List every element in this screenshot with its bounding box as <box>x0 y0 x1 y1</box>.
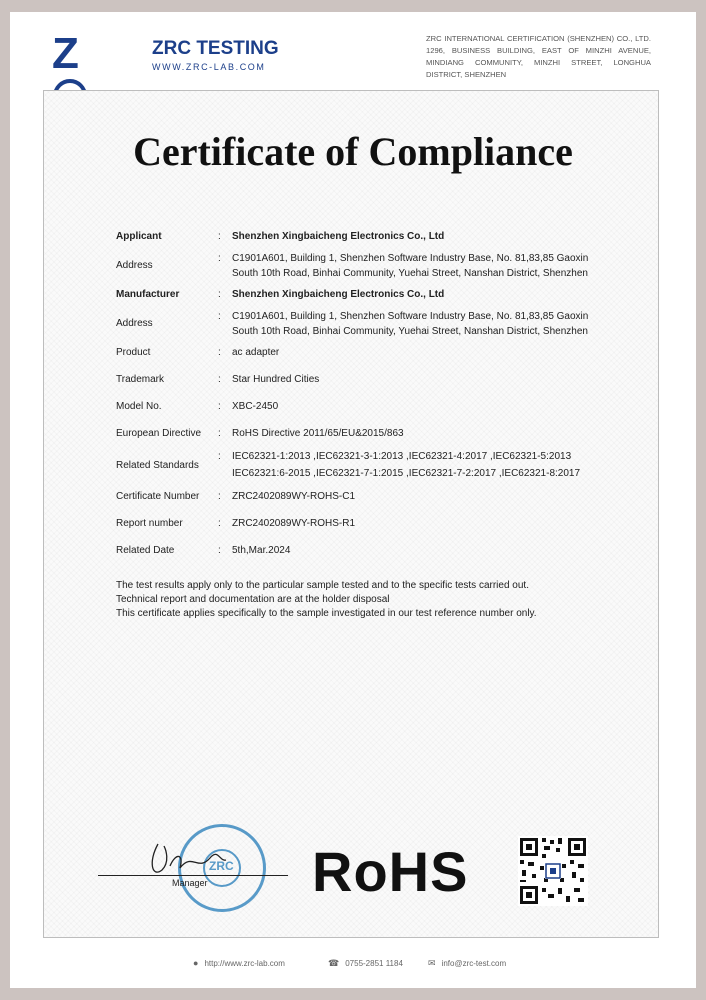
colon: : <box>218 545 221 556</box>
trademark-label: Trademark <box>116 374 164 385</box>
manufacturer-address-line2: South 10th Road, Binhai Community, Yuehai Street, Nanshan District, Shenzhen <box>232 326 588 337</box>
footer-web <box>193 958 285 968</box>
signature-line <box>98 875 288 876</box>
colon: : <box>218 491 221 502</box>
footer-phone-text: 0755-2851 1184 <box>345 959 403 968</box>
brand-website: WWW.ZRC-LAB.COM <box>152 62 266 72</box>
footer-email <box>428 958 506 969</box>
globe-icon: ● <box>193 958 199 968</box>
brand-name: ZRC TESTING <box>152 38 279 59</box>
note-line: Technical report and documentation are at the holder disposal <box>116 594 390 605</box>
company-address: ZRC INTERNATIONAL CERTIFICATION (SHENZHEN) CO., LTD. 1296, BUSINESS BUILDING, EAST OF MINZHI AVENUE, MINDIANG COMMUNITY, MINZHI STREET, LONGHUA DISTRICT, SHENZHEN <box>426 34 651 79</box>
applicant-value: Shenzhen Xingbaicheng Electronics Co., Ltd <box>232 231 445 242</box>
colon: : <box>218 401 221 412</box>
note-line: The test results apply only to the particular sample tested and to the specific tests carried out. <box>116 580 529 591</box>
product-label: Product <box>116 347 151 358</box>
trademark-value: Star Hundred Cities <box>232 374 320 385</box>
manufacturer-value: Shenzhen Xingbaicheng Electronics Co., Ltd <box>232 289 445 300</box>
mail-icon: ✉ <box>428 958 436 968</box>
model-label: Model No. <box>116 401 162 412</box>
footer-email-text: info@zrc-test.com <box>441 959 507 968</box>
colon: : <box>218 289 221 300</box>
colon: : <box>218 253 221 264</box>
related-date-value: 5th,Mar.2024 <box>232 545 291 556</box>
zrc-logo-mark: Z <box>52 32 88 164</box>
colon: : <box>218 311 221 322</box>
rohs-mark: RoHS <box>312 840 469 903</box>
colon: : <box>218 374 221 385</box>
directive-label: European Directive <box>116 428 202 439</box>
applicant-address-line2: South 10th Road, Binhai Community, Yuehai Street, Nanshan District, Shenzhen <box>232 268 588 279</box>
note-line: This certificate applies specifically to the sample investigated in our test reference number only. <box>116 608 537 619</box>
colon: : <box>218 347 221 358</box>
standards-line1: IEC62321-1:2013 ,IEC62321-3-1:2013 ,IEC62321-4:2017 ,IEC62321-5:2013 <box>232 451 572 462</box>
certificate-notes <box>116 579 537 621</box>
certificate-frame <box>43 90 659 938</box>
colon: : <box>218 518 221 529</box>
footer-phone <box>328 958 403 969</box>
product-value: ac adapter <box>232 347 280 358</box>
applicant-label: Applicant <box>116 231 162 242</box>
report-number-label: Report number <box>116 518 183 529</box>
applicant-address-line1: C1901A601, Building 1, Shenzhen Software Industry Base, No. 81,83,85 Gaoxin <box>232 253 589 264</box>
certificate-number-label: Certificate Number <box>116 491 200 502</box>
certificate-number-value: ZRC2402089WY-ROHS-C1 <box>232 491 356 502</box>
manufacturer-label: Manufacturer <box>116 289 180 300</box>
colon: : <box>218 231 221 242</box>
standards-label: Related Standards <box>116 460 199 471</box>
model-value: XBC-2450 <box>232 401 279 412</box>
page-title: Certificate of Compliance <box>133 129 573 174</box>
directive-value: RoHS Directive 2011/65/EU&2015/863 <box>232 428 404 439</box>
phone-icon: ☎ <box>328 958 340 968</box>
manufacturer-address-line1: C1901A601, Building 1, Shenzhen Software Industry Base, No. 81,83,85 Gaoxin <box>232 311 589 322</box>
applicant-address-label: Address <box>116 260 153 271</box>
related-date-label: Related Date <box>116 545 175 556</box>
report-number-value: ZRC2402089WY-ROHS-R1 <box>232 518 356 529</box>
manager-label: Manager <box>172 878 208 888</box>
colon: : <box>218 428 221 439</box>
footer-web-text: http://www.zrc-lab.com <box>204 959 285 968</box>
colon: : <box>218 451 221 462</box>
manufacturer-address-label: Address <box>116 318 153 329</box>
qr-code <box>518 836 588 906</box>
standards-line2: IEC62321:6-2015 ,IEC62321-7-1:2015 ,IEC62321-7-2:2017 ,IEC62321-8:2017 <box>232 468 581 479</box>
stamp-text: ZRC <box>209 859 234 873</box>
